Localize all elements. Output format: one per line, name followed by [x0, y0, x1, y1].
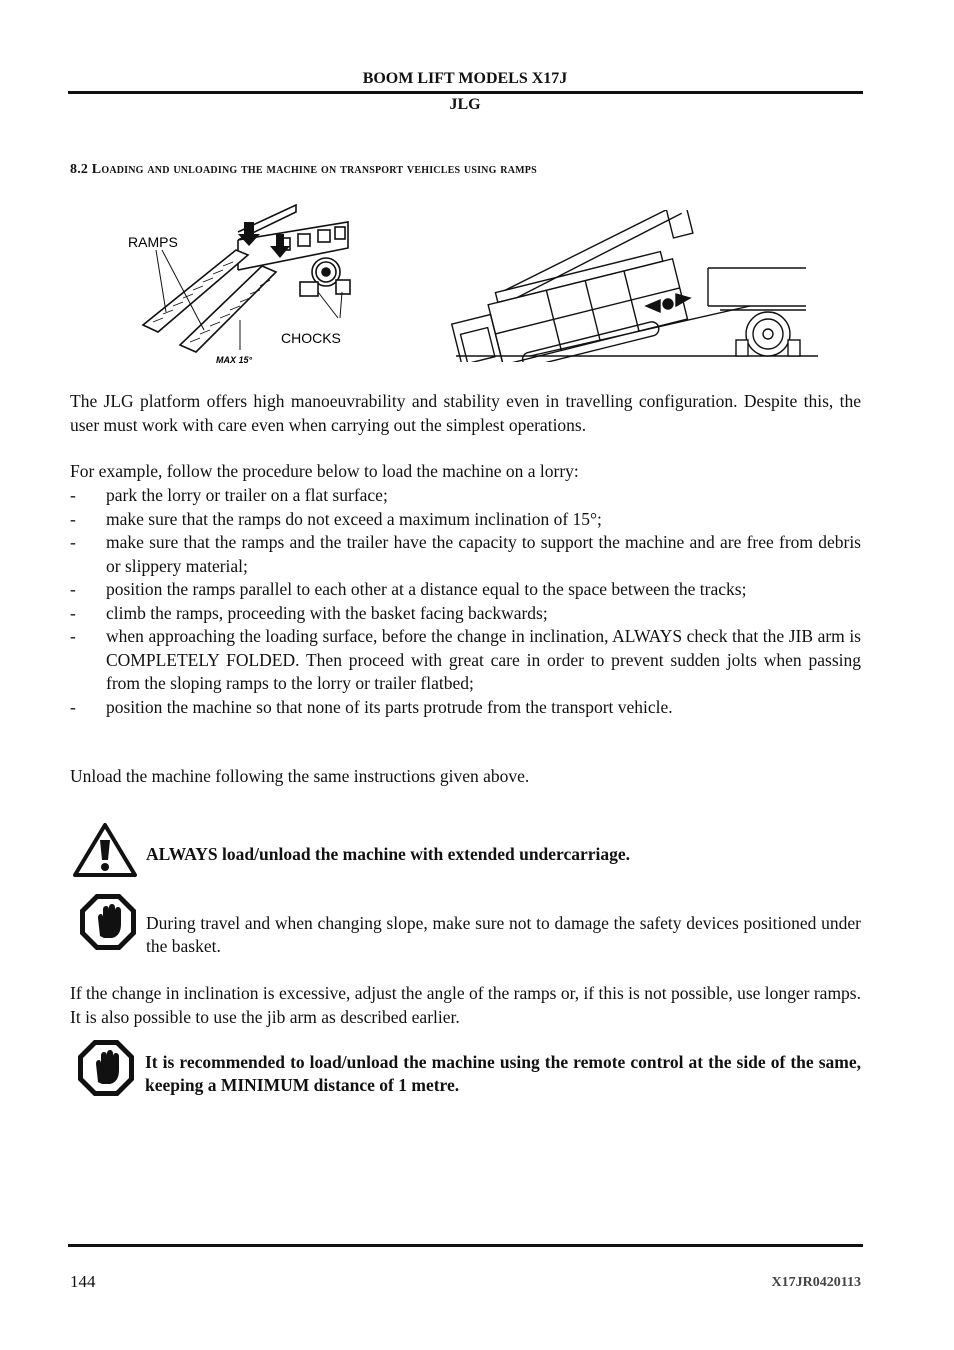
list-item: - climb the ramps, proceeding with the basket facing backwards;: [70, 602, 548, 623]
list-item: - make sure that the ramps and the trailer have the capacity to support the machine and are free from debris or slippery material;: [70, 532, 861, 576]
ramps-label: RAMPS: [128, 234, 178, 250]
unload-paragraph: Unload the machine following the same instructions given above.: [70, 766, 530, 786]
machine-loading-figure: [450, 210, 822, 362]
list-item: - position the machine so that none of its parts protrude from the transport vehicle.: [70, 696, 673, 717]
procedure-list: [70, 484, 861, 719]
procedure-intro: For example, follow the procedure below to load the machine on a lorry:: [70, 461, 579, 481]
warning-triangle-icon: [72, 822, 138, 878]
max-angle-label: MAX 15°: [216, 355, 253, 365]
intro-paragraph: The JLG platform offers high manoeuvrability and stability even in travelling configuration. Despite this, the user must work with care even when carrying out the simplest operations.: [70, 391, 861, 435]
document-code: X17JR0420113: [771, 1275, 861, 1290]
list-item: - position the ramps parallel to each other at a distance equal to the space between the tracks;: [70, 579, 747, 599]
chocks-label: CHOCKS: [281, 330, 341, 346]
header-subtitle: JLG: [449, 96, 481, 113]
inclination-paragraph: If the change in inclination is excessive, adjust the angle of the ramps or, if this is not possible, use longer ramps. It is also possible to use the jib arm as described earlier.: [70, 983, 861, 1027]
list-item: - when approaching the loading surface, before the change in inclination, ALWAYS check that the JIB arm is COMPLETELY FOLDED. Then proceed with great care in order to prevent sudden jolts when passing from the sloping ramps to the lorry or trailer flatbed;: [70, 626, 861, 693]
warning-text: ALWAYS load/unload the machine with extended undercarriage.: [146, 844, 631, 864]
list-item: - make sure that the ramps do not exceed a maximum inclination of 15°;: [70, 508, 602, 529]
header-rule: [68, 91, 863, 94]
remote-control-text: It is recommended to load/unload the machine using the remote control at the side of the same, keeping a MINIMUM distance of 1 metre.: [145, 1052, 861, 1095]
stop-hand-icon: [76, 1038, 136, 1098]
page-number: 144: [70, 1272, 96, 1291]
ramps-chocks-figure: [128, 200, 358, 370]
section-title: 8.2 Loading and unloading the machine on transport vehicles using ramps: [70, 162, 537, 177]
stop-hand-icon: [78, 892, 138, 952]
header-title: BOOM LIFT MODELS X17J: [362, 70, 568, 87]
list-item: - park the lorry or trailer on a flat surface;: [70, 485, 388, 505]
footer-rule: [68, 1244, 863, 1247]
caution-text: During travel and when changing slope, make sure not to damage the safety devices positioned under the basket.: [146, 913, 861, 956]
